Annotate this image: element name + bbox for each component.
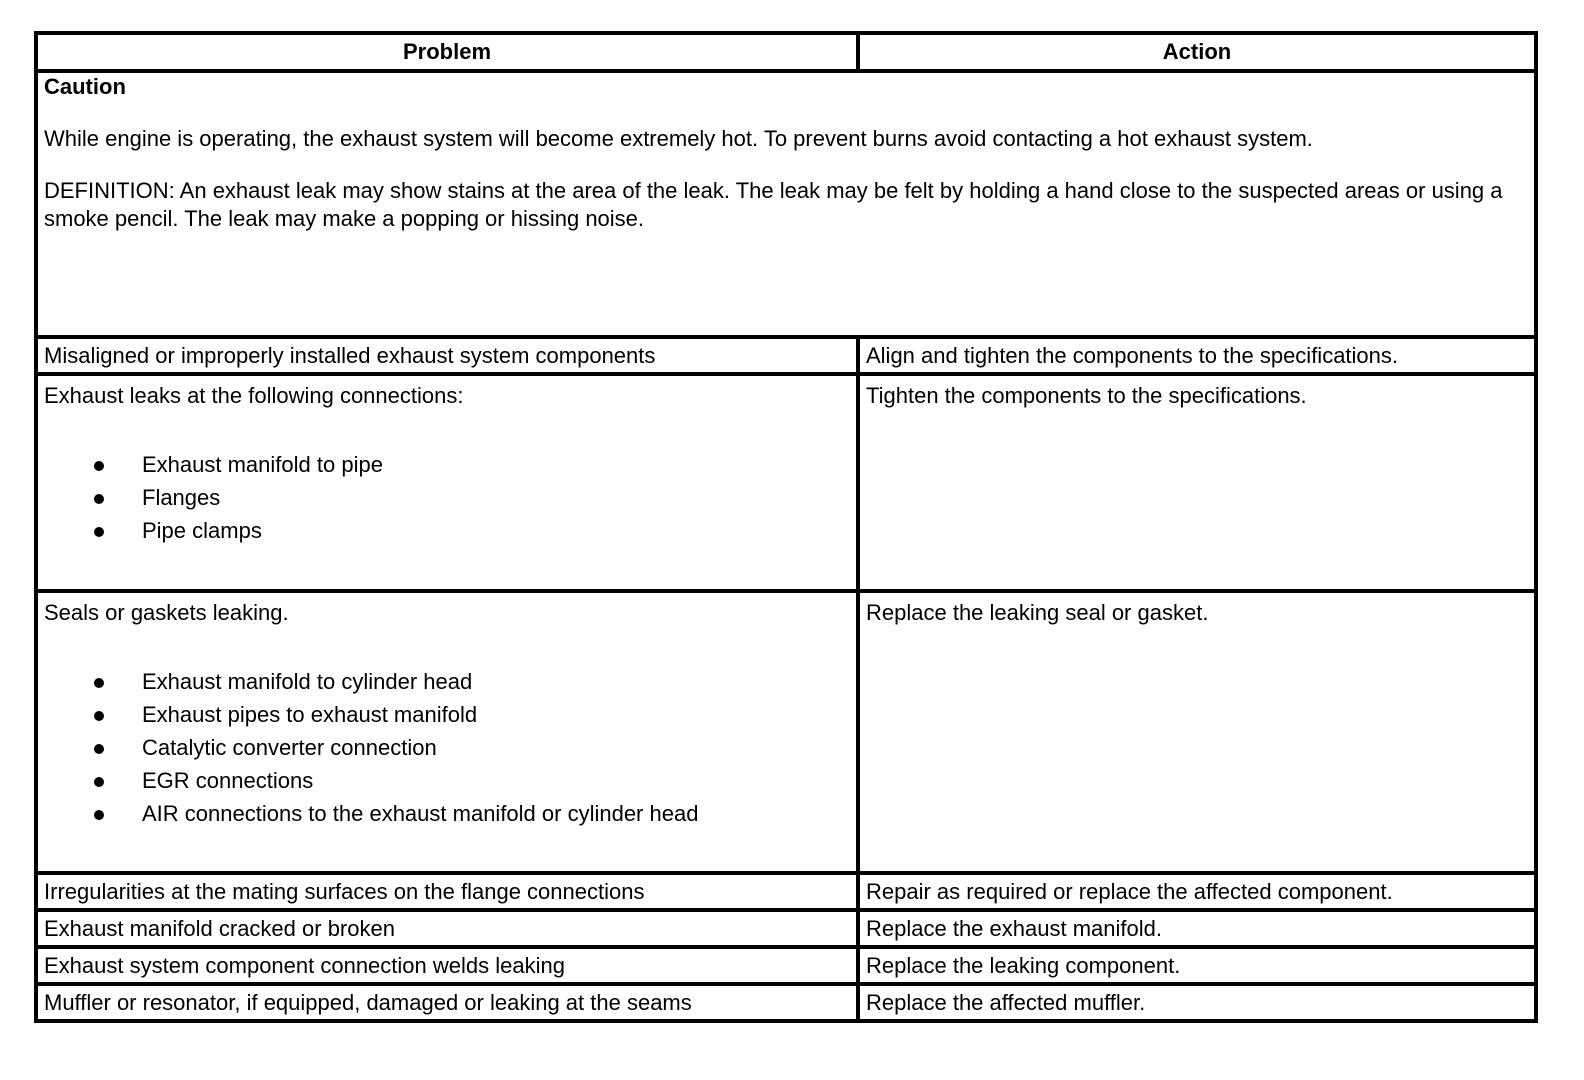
action-cell: Replace the exhaust manifold. <box>858 910 1536 947</box>
problem-cell: Muffler or resonator, if equipped, damaged or leaking at the seams <box>36 984 858 1021</box>
table-row <box>36 984 1536 1021</box>
action-cell: Repair as required or replace the affected component. <box>858 873 1536 910</box>
problem-intro: Exhaust leaks at the following connections: <box>44 383 464 408</box>
list-item-label: EGR connections <box>142 768 314 793</box>
list-item-label: Catalytic converter connection <box>142 735 437 760</box>
bullet-icon <box>94 527 104 537</box>
list-item <box>44 797 850 830</box>
problem-column-header: Problem <box>36 33 858 71</box>
action-cell: Replace the affected muffler. <box>858 984 1536 1021</box>
table-row <box>36 374 1536 591</box>
bullet-icon <box>94 678 104 688</box>
table-row <box>36 337 1536 374</box>
bullet-icon <box>94 494 104 504</box>
bullet-icon <box>94 461 104 471</box>
table-header-row <box>36 33 1536 71</box>
connection-list <box>44 448 850 547</box>
caution-text: While engine is operating, the exhaust system will become extremely hot. To prevent burns avoid contacting a hot exhaust system. <box>44 126 1313 151</box>
list-item <box>44 514 850 547</box>
table-row <box>36 947 1536 984</box>
list-item <box>44 698 850 731</box>
list-item-label: Pipe clamps <box>142 518 262 543</box>
caution-title: Caution <box>44 74 126 99</box>
list-item <box>44 731 850 764</box>
list-item <box>44 665 850 698</box>
problem-cell <box>36 374 858 591</box>
definition-text: DEFINITION: An exhaust leak may show stains at the area of the leak. The leak may be felt by holding a hand close to the suspected areas or using a smoke pencil. The leak may make a popping or hissing noise. <box>44 178 1503 231</box>
bullet-icon <box>94 744 104 754</box>
list-item-label: Exhaust pipes to exhaust manifold <box>142 702 478 727</box>
problem-cell: Exhaust manifold cracked or broken <box>36 910 858 947</box>
caution-row <box>36 71 1536 337</box>
problem-intro: Seals or gaskets leaking. <box>44 600 289 625</box>
diagnosis-table <box>34 31 1538 1023</box>
bullet-icon <box>94 810 104 820</box>
list-item-label: Exhaust manifold to cylinder head <box>142 669 473 694</box>
list-item <box>44 481 850 514</box>
action-column-header: Action <box>858 33 1536 71</box>
list-item <box>44 448 850 481</box>
table-row <box>36 910 1536 947</box>
table-row <box>36 873 1536 910</box>
problem-cell <box>36 591 858 873</box>
table-row <box>36 591 1536 873</box>
action-cell: Align and tighten the components to the specifications. <box>858 337 1536 374</box>
list-item-label: Flanges <box>142 485 221 510</box>
action-cell: Replace the leaking component. <box>858 947 1536 984</box>
list-item-label: Exhaust manifold to pipe <box>142 452 383 477</box>
action-cell: Tighten the components to the specifications. <box>858 374 1536 591</box>
problem-cell: Irregularities at the mating surfaces on the flange connections <box>36 873 858 910</box>
problem-cell: Misaligned or improperly installed exhaust system components <box>36 337 858 374</box>
bullet-icon <box>94 711 104 721</box>
caution-cell <box>36 71 1536 337</box>
seal-list <box>44 665 850 830</box>
problem-cell: Exhaust system component connection welds leaking <box>36 947 858 984</box>
list-item <box>44 764 850 797</box>
list-item-label: AIR connections to the exhaust manifold or cylinder head <box>142 801 699 826</box>
bullet-icon <box>94 777 104 787</box>
action-cell: Replace the leaking seal or gasket. <box>858 591 1536 873</box>
